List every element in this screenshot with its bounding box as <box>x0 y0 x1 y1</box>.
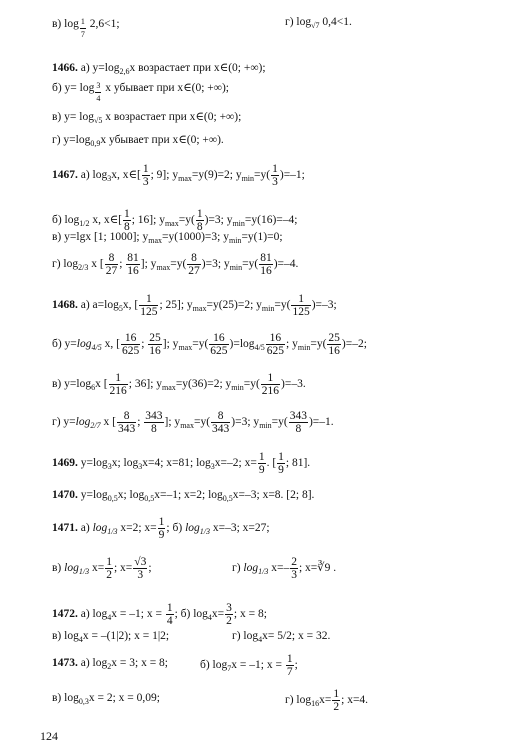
problem-1473-a: 1473. а) $\log_2x = 3$; x = 8; <box>52 657 169 671</box>
problem-1468-c: в) $y=\log_6x$ [ $\frac{1}{216}$ ; 36]; $y_{max}=y(36)=2$; $y_{min}=y$( $\frac{1}{216}$ )=–3. <box>52 372 306 397</box>
problem-1471-a: 1471. а) $\log_{1/3} x=2$; x= $\frac{1}{9}$ ; б) $\log_{1/3} x=-3$; x=27; <box>52 516 270 541</box>
problem-1467-d: г) $\log_{2/3} x$ [ $\frac{8}{27}$ ; $\frac{81}{16}$ ]; $y_{max}=y$( $\frac{8}{27}$ )=3; $y_{min}=y$( $\frac{81}{16}$ )=–4. <box>52 252 299 277</box>
problem-1468-a: 1468. а) $a=\log_5x$, [ $\frac{1}{125}$ ; 25]; $y_{max}=y(25)=2$; $y_{min}=y$( $\frac{1}{125}$ )=–3; <box>52 293 337 318</box>
problem-1466-a: 1466. а) $y=\log_{2,6}x$ возрастает при x∈(0; +∞); <box>52 62 266 76</box>
problem-1466-c: в) $y= \log_{√5} x$ возрастает при x∈(0; +∞); <box>52 111 242 125</box>
answer-1465-v: в) log $\frac{1}{7}$ 2,6<1; <box>52 17 120 39</box>
problem-1472-c: г) $\log_4x= 5/2$; x = 32. <box>232 630 331 644</box>
problem-1467-c: в) y=lgx [1; 1000]; $y_{max}=y(1000)=3$; $y_{min}=y(1)=0$; <box>52 231 283 245</box>
problem-1471-c: г) $\log_{1/3} x=-$ $\frac{2}{3}$ ; x=∛9 . <box>232 556 337 581</box>
problem-1466-b: б) y= log $\frac{3}{4}$ x убывает при x∈(0; +∞); <box>52 81 229 103</box>
problem-1467-a: 1467. а) $\log_3x$, x∈[ $\frac{1}{3}$ ; 9]; $y_{max}=y(9)=2$; $y_{min}=y$( $\frac{1}{3}$ )=–1; <box>52 163 305 188</box>
problem-1473-d: г) $\log_{16}x=$ $\frac{1}{2}$ ; x=4. <box>285 688 369 713</box>
problem-1469: 1469. $y=\log_3x$; $\log_3x=4$; x=81; $\log_3x=-2$; x= $\frac{1}{9}$ . [ $\frac{1}{9}$ ; 81]. <box>52 451 311 476</box>
problem-1473-b: б) $\log_7x = -1$; x = $\frac{1}{7}$ ; <box>200 653 298 678</box>
problem-1470: 1470. $y=\log_{0,5}x$; $\log_{0,5}x=-1$; x=2; $\log_{0,5}x=-3$; x=8. [2; 8]. <box>52 489 315 503</box>
page-number: 124 <box>40 729 58 743</box>
problem-1468-b: б) $y=\log_{4/5}$ x, [ $\frac{16}{625}$ ; $\frac{25}{16}$ ]; $y_{max}=y$( $\frac{16}{625}$ )$=\log_{4/5}$ $\frac{16}{625}$ ; $y_{min}=y$( $\frac{25}{16}$ )=–2; <box>52 332 367 357</box>
answer-1465-g: г) $\log_{√7} 0,4<1$. <box>285 16 352 30</box>
problem-1468-d: г) $y=\log_{2/7}$ x [ $\frac{8}{343}$ ; $\frac{343}{8}$ ]; $y_{max}=y$( $\frac{8}{343}$ )=3; $y_{min}=y$( $\frac{343}{8}$ )=–1. <box>52 410 334 435</box>
problem-1467-b: б) $\log_{1/2} x$, x∈[ $\frac{1}{8}$ ; 16]; $y_{max}=y$( $\frac{1}{8}$ )=3; $y_{min}=y(16)=-4$; <box>52 208 298 233</box>
problem-1466-d: г) $y=\log_{0,9}x$ убывает при x∈(0; +∞). <box>52 134 224 148</box>
problem-1473-c: в) $\log_{0,3}x = 2$; x = 0,09; <box>52 692 160 706</box>
problem-1472-b: в) $\log_4x = -(1|2)$; x = 1|2; <box>52 630 170 644</box>
problem-1471-b: в) $\log_{1/3} x=$ $\frac{1}{2}$ ; x= $\frac{√3}{3}$ ; <box>52 556 152 581</box>
problem-1472-a: 1472. а) $\log_4x = -1$; x = $\frac{1}{4}$ ; б) $\log_4x=$ $\frac{3}{2}$ ; x = 8; <box>52 602 267 627</box>
